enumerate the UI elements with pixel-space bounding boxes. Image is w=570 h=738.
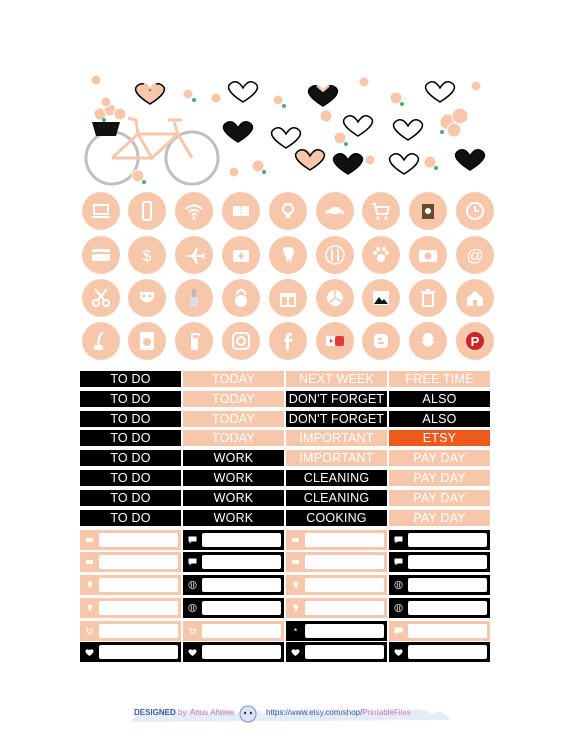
washing-machine-sticker	[128, 322, 166, 360]
tooth-icon	[290, 580, 301, 590]
utensils-icon	[187, 603, 198, 613]
blank-write-in-sticker	[389, 642, 490, 662]
blogger-icon	[369, 329, 393, 353]
wifi-sticker	[175, 192, 213, 230]
tooth-icon	[84, 603, 95, 613]
laptop-icon	[89, 199, 113, 223]
utensils-icon	[393, 580, 404, 590]
write-in-box	[99, 645, 178, 659]
write-in-box	[305, 601, 384, 615]
avatar-icon	[238, 704, 258, 724]
blank-write-in-sticker	[80, 575, 181, 595]
designed-label: DESIGNED	[134, 708, 176, 717]
dollar-icon	[135, 243, 159, 267]
youtube-sticker	[316, 322, 354, 360]
write-in-box	[408, 555, 487, 569]
blank-write-in-sticker	[80, 621, 181, 641]
label-sticker: DON'T FORGET	[286, 391, 387, 407]
tooth-icon	[290, 603, 301, 613]
blogger-sticker	[362, 322, 400, 360]
ticket-icon	[84, 535, 95, 545]
airplane-sticker	[175, 236, 213, 274]
car-sticker	[316, 192, 354, 230]
snapchat-icon	[416, 329, 440, 353]
label-sticker: WORK	[183, 510, 284, 526]
gift-sticker	[269, 279, 307, 317]
svg-text:@: @	[466, 246, 484, 265]
write-in-box	[408, 645, 487, 659]
write-in-box	[305, 645, 384, 659]
facebook-icon	[276, 329, 300, 353]
svg-text:$: $	[142, 248, 152, 265]
write-in-box	[305, 555, 384, 569]
face-mask-sticker	[128, 279, 166, 317]
blank-write-in-sticker	[183, 598, 284, 618]
svg-text:P: P	[470, 334, 480, 349]
trash-can-sticker	[409, 279, 447, 317]
spray-bottle-sticker	[175, 322, 213, 360]
scissors-sticker	[82, 279, 120, 317]
airplane-icon	[182, 243, 206, 267]
label-sticker: WORK	[183, 450, 284, 466]
lightbulb-sticker	[269, 192, 307, 230]
label-sticker: DON'T FORGET	[286, 411, 387, 427]
label-sticker: TO DO	[80, 450, 181, 466]
write-in-box	[408, 601, 487, 615]
designer-name: Anus Ahwee	[190, 708, 235, 717]
pinterest-icon	[463, 329, 487, 353]
label-sticker: PAY DAY	[389, 470, 490, 486]
spray-bottle-icon	[182, 329, 206, 353]
utensils-sticker	[316, 236, 354, 274]
label-sticker: CLEANING	[286, 490, 387, 506]
blank-write-in-sticker	[80, 598, 181, 618]
heart-icon	[393, 647, 404, 657]
blank-write-in-sticker	[286, 552, 387, 572]
label-sticker: CLEANING	[286, 470, 387, 486]
face-mask-icon	[135, 286, 159, 310]
blank-write-in-sticker	[286, 642, 387, 662]
blank-write-in-sticker	[389, 598, 490, 618]
scissors-icon	[89, 286, 113, 310]
speech-bubble-icon	[187, 557, 198, 567]
write-in-box	[202, 533, 281, 547]
nail-polish-sticker	[175, 279, 213, 317]
ticket-icon	[229, 199, 253, 223]
blank-write-in-sticker	[183, 530, 284, 550]
kettlebell-sticker	[222, 279, 260, 317]
blank-write-in-sticker	[183, 575, 284, 595]
utensils-icon	[323, 243, 347, 267]
car-icon	[323, 199, 347, 223]
paw-sticker	[362, 236, 400, 274]
kettlebell-icon	[229, 286, 253, 310]
lightbulb-icon	[276, 199, 300, 223]
blank-write-in-sticker	[389, 575, 490, 595]
camera-icon	[416, 243, 440, 267]
label-sticker: TO DO	[80, 470, 181, 486]
write-in-box	[408, 533, 487, 547]
write-in-box	[99, 578, 178, 592]
heart-icon	[187, 647, 198, 657]
label-sticker: TO DO	[80, 371, 181, 387]
label-sticker: PAY DAY	[389, 490, 490, 506]
washing-machine-icon	[135, 329, 159, 353]
write-in-box	[408, 578, 487, 592]
at-sign-icon	[463, 243, 487, 267]
ticket-sticker	[222, 192, 260, 230]
blank-write-in-sticker	[183, 642, 284, 662]
header-illustration	[78, 72, 488, 190]
ticket-icon	[290, 557, 301, 567]
cart-sticker	[362, 192, 400, 230]
label-sticker: COOKING	[286, 510, 387, 526]
label-sticker: TODAY	[183, 430, 284, 446]
write-in-box	[99, 555, 178, 569]
heart-icon	[290, 647, 301, 657]
instagram-sticker	[222, 322, 260, 360]
write-in-box	[202, 601, 281, 615]
gift-icon	[276, 286, 300, 310]
write-in-box	[99, 601, 178, 615]
write-in-box	[202, 624, 281, 638]
label-sticker: TO DO	[80, 411, 181, 427]
write-in-box	[305, 578, 384, 592]
facebook-sticker	[269, 322, 307, 360]
house-icon	[463, 286, 487, 310]
utensils-icon	[187, 580, 198, 590]
first-aid-sticker	[222, 236, 260, 274]
heart-icon	[84, 647, 95, 657]
label-sticker: TO DO	[80, 510, 181, 526]
dollar-sticker	[128, 236, 166, 274]
write-in-box	[99, 624, 178, 638]
coffee-bag-sticker	[409, 192, 447, 230]
blank-write-in-sticker	[389, 621, 490, 641]
label-sticker: WORK	[183, 490, 284, 506]
nail-polish-icon	[182, 286, 206, 310]
clock-sticker	[456, 192, 494, 230]
snapchat-sticker	[409, 322, 447, 360]
pie-chart-sticker	[316, 279, 354, 317]
phone-icon	[135, 199, 159, 223]
label-sticker: ETSY	[389, 430, 490, 446]
label-sticker: FREE TIME	[389, 371, 490, 387]
label-sticker: NEXT WEEK	[286, 371, 387, 387]
blank-write-in-sticker	[183, 552, 284, 572]
credit-card-icon	[89, 243, 113, 267]
label-sticker: TODAY	[183, 411, 284, 427]
laptop-sticker	[82, 192, 120, 230]
blank-write-in-sticker	[286, 575, 387, 595]
first-aid-icon	[229, 243, 253, 267]
speech-bubble-icon	[393, 626, 404, 636]
label-sticker: IMPORTANT	[286, 430, 387, 446]
label-sticker: IMPORTANT	[286, 450, 387, 466]
speech-bubble-icon	[187, 535, 198, 545]
speech-bubble-icon	[393, 535, 404, 545]
utensils-icon	[393, 603, 404, 613]
trash-can-icon	[416, 286, 440, 310]
clock-icon	[463, 199, 487, 223]
blank-write-in-sticker	[80, 530, 181, 550]
ticket-icon	[290, 535, 301, 545]
youtube-icon	[323, 329, 347, 353]
mountain-photo-sticker	[362, 279, 400, 317]
label-sticker: WORK	[183, 470, 284, 486]
ticket-icon	[84, 557, 95, 567]
blank-write-in-sticker	[286, 621, 387, 641]
blank-write-in-sticker	[389, 552, 490, 572]
wifi-icon	[182, 199, 206, 223]
write-in-box	[202, 555, 281, 569]
by-label: by	[178, 708, 187, 717]
write-in-box	[202, 578, 281, 592]
blank-write-in-sticker	[80, 552, 181, 572]
phone-sticker	[128, 192, 166, 230]
paw-icon	[369, 243, 393, 267]
pie-chart-icon	[323, 286, 347, 310]
bicycle-icon	[86, 118, 218, 184]
write-in-box	[99, 533, 178, 547]
tooth-icon	[276, 243, 300, 267]
mountain-photo-icon	[369, 286, 393, 310]
blank-write-in-sticker	[80, 642, 181, 662]
footer	[130, 704, 460, 724]
write-in-box	[305, 624, 384, 638]
asterisk-icon	[290, 626, 301, 636]
tooth-icon	[84, 580, 95, 590]
label-sticker: PAY DAY	[389, 450, 490, 466]
speech-bubble-icon	[393, 557, 404, 567]
label-sticker: TO DO	[80, 430, 181, 446]
label-sticker: TO DO	[80, 391, 181, 407]
coffee-bag-icon	[416, 199, 440, 223]
at-sign-sticker	[456, 236, 494, 274]
shop-url[interactable]: https://www.etsy.com/shop/PrintableFiles	[266, 708, 411, 717]
write-in-box	[202, 645, 281, 659]
label-sticker: TO DO	[80, 490, 181, 506]
blank-write-in-sticker	[389, 530, 490, 550]
label-sticker: ALSO	[389, 391, 490, 407]
label-sticker: TODAY	[183, 371, 284, 387]
write-in-box	[408, 624, 487, 638]
blank-write-in-sticker	[183, 621, 284, 641]
blank-write-in-sticker	[286, 598, 387, 618]
label-sticker: PAY DAY	[389, 510, 490, 526]
pinterest-sticker	[456, 322, 494, 360]
svg-text:*: *	[293, 626, 298, 636]
cart-icon	[84, 626, 95, 636]
vacuum-sticker	[82, 322, 120, 360]
house-sticker	[456, 279, 494, 317]
cart-icon	[187, 626, 198, 636]
tooth-sticker	[269, 236, 307, 274]
camera-sticker	[409, 236, 447, 274]
label-sticker: ALSO	[389, 411, 490, 427]
credit-card-sticker	[82, 236, 120, 274]
cart-icon	[369, 199, 393, 223]
instagram-icon	[229, 329, 253, 353]
label-sticker: TODAY	[183, 391, 284, 407]
vacuum-icon	[89, 329, 113, 353]
write-in-box	[305, 533, 384, 547]
blank-write-in-sticker	[286, 530, 387, 550]
